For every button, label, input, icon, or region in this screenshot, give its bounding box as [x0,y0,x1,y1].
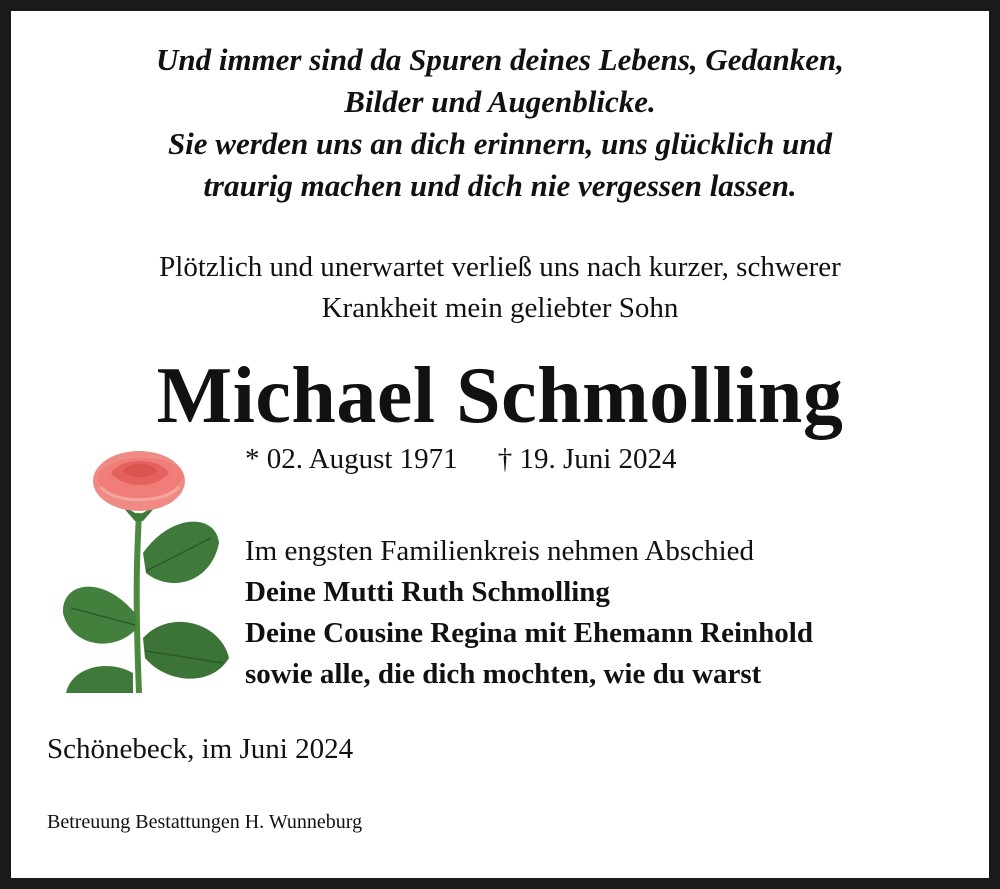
mourner-line: sowie alle, die dich mochten, wie du warst [245,658,762,690]
poem-line: traurig machen und dich nie vergessen lassen. [203,168,797,203]
death-date: † 19. Juni 2024 [497,443,677,475]
mourner-line: Deine Mutti Ruth Schmolling [245,576,610,608]
intro-line: Krankheit mein geliebter Sohn [321,292,679,324]
mourners-intro: Im engsten Familienkreis nehmen Abschied [245,535,755,567]
mourners-block [245,531,813,695]
announcement-intro [11,247,989,329]
intro-line: Plötzlich und unerwartet verließ uns nach kurzer, schwerer [159,251,841,283]
poem [11,39,989,207]
poem-line: Bilder und Augenblicke. [344,84,656,119]
rose-flower-icon [51,443,231,693]
place-and-date: Schönebeck, im Juni 2024 [47,733,354,765]
deceased-name: Michael Schmolling [156,352,844,440]
poem-line: Und immer sind da Spuren deines Lebens, Gedanken, [155,42,845,77]
poem-line: Sie werden uns an dich erinnern, uns glücklich und [167,126,833,161]
undertaker-credit: Betreuung Bestattungen H. Wunneburg [47,811,363,833]
life-dates [245,443,677,476]
birth-date: * 02. August 1971 [245,443,458,475]
mourner-line: Deine Cousine Regina mit Ehemann Reinhold [245,617,813,649]
